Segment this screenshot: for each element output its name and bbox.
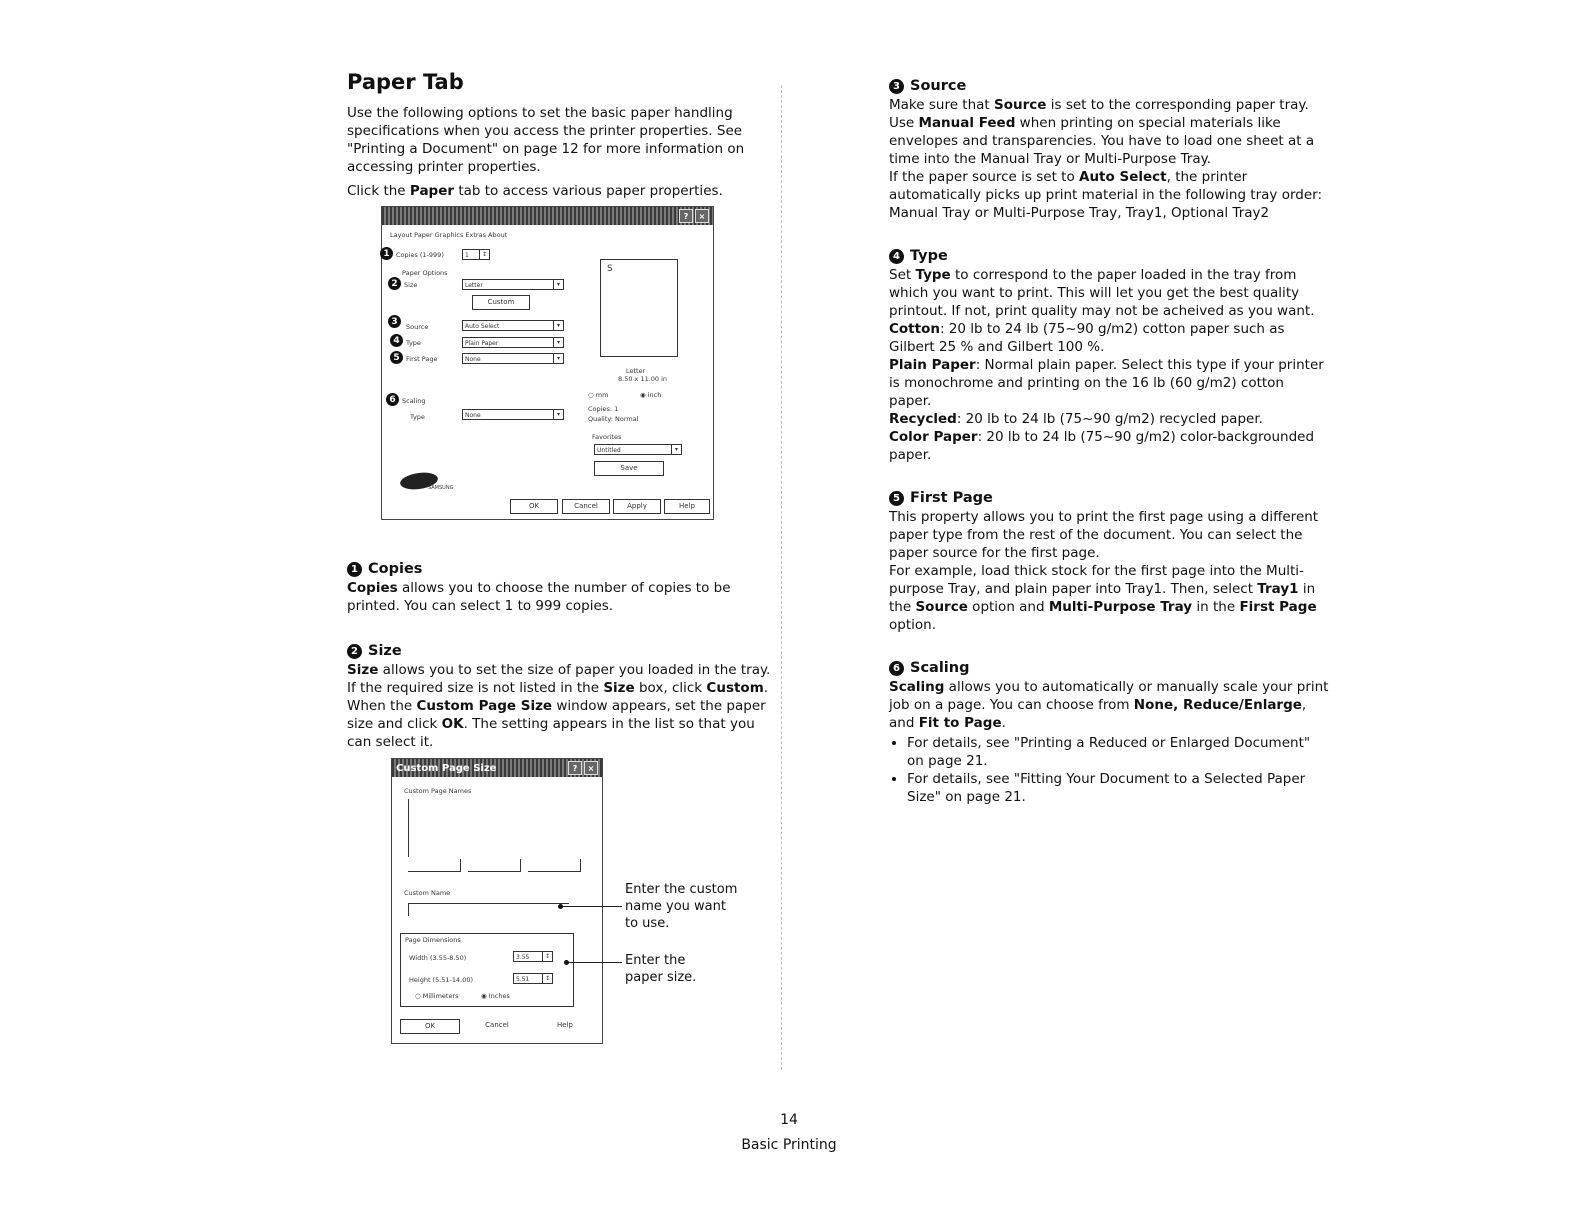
first-page-text: This property allows you to print the first page using a different paper type from the rest of the document. You can select the paper source for the first page. For example, load thick stock for the first page into the Multi-purpose Tray, and plain paper into Tray1. Then, select Tray1 in the Source option and Multi-Purpose Tray in the First Page option.: [889, 509, 1319, 633]
scaling-type-label: Type: [410, 413, 425, 421]
width-label: Width (3.55-8.50): [409, 954, 467, 962]
copies-spinner[interactable]: 1 ↕: [462, 249, 490, 260]
column-divider: [781, 85, 782, 1070]
height-label: Height (5.51-14.00): [409, 976, 474, 984]
first-page-select[interactable]: None ▾: [462, 353, 564, 364]
marker-2: 2: [388, 277, 401, 290]
callout-dot-size: [564, 960, 569, 965]
unit-inch-radio[interactable]: ◉ inch: [640, 391, 662, 399]
size-select[interactable]: Letter ▾: [462, 279, 564, 290]
source-heading: 3 Source: [889, 78, 1329, 94]
marker-4: 4: [390, 334, 403, 347]
cancel-button[interactable]: Cancel: [562, 499, 610, 514]
scaling-heading: 6 Scaling: [889, 660, 1329, 676]
type-label: Type: [406, 339, 421, 347]
update-button[interactable]: [468, 859, 521, 872]
callout-custom-name: Enter the custom name you want to use.: [625, 882, 738, 931]
favorites-select[interactable]: Untitled ▾: [594, 444, 682, 455]
paper-dims: 8.50 x 11.00 in: [618, 375, 668, 383]
source-label: Source: [406, 323, 429, 331]
copies-heading: 1 Copies: [347, 561, 777, 577]
page-dimensions-group: [400, 933, 574, 1007]
help-icon[interactable]: ?: [568, 761, 582, 775]
scaling-label: Scaling: [402, 397, 426, 405]
scaling-bullet-1: • For details, see "Printing a Reduced or Enlarged Document" on page 21.: [907, 734, 1329, 770]
paper-options-label: Paper Options: [402, 269, 448, 277]
size-heading: 2 Size: [347, 643, 777, 659]
favorites-label: Favorites: [592, 433, 622, 441]
page-number: 14: [780, 1112, 798, 1128]
unit-mm-radio[interactable]: ○ mm: [588, 391, 609, 399]
marker-3: 3: [388, 315, 401, 328]
copies-section: [347, 561, 777, 777]
source-select[interactable]: Auto Select ▾: [462, 320, 564, 331]
paper-info: Letter: [626, 367, 646, 375]
custom-names-list[interactable]: [408, 799, 579, 857]
ok-button[interactable]: OK: [510, 499, 558, 514]
paper-preview: [600, 259, 678, 357]
custom-cancel-button[interactable]: Cancel: [468, 1019, 526, 1032]
inches-radio[interactable]: ◉ Inches: [481, 992, 510, 1000]
preview-letter: S: [607, 264, 613, 274]
size-label: Size: [404, 281, 418, 289]
help-button[interactable]: Help: [664, 499, 710, 514]
copies-label: Copies (1-999): [396, 251, 444, 259]
page-title: Paper Tab: [347, 70, 464, 94]
marker-5: 5: [390, 351, 403, 364]
scaling-bullet-2: • For details, see "Fitting Your Document to a Selected Paper Size" on page 21.: [907, 770, 1329, 806]
size-text: Size allows you to set the size of paper you loaded in the tray. If the required size is not listed in the Size box, click Custom. When the Custom Page Size window appears, set the paper size and click OK. The setting appears in the list so that you can select it.: [347, 662, 771, 750]
first-page-label: First Page: [406, 355, 438, 363]
save-button[interactable]: Save: [594, 461, 664, 476]
section-name: Basic Printing: [741, 1137, 837, 1153]
marker-1: 1: [380, 247, 393, 260]
type-text: Set Type to correspond to the paper loaded in the tray from which you want to print. This will let you get the best quality printout. If not, print quality may not be acheived as you want. Cotton: 20 lb to 24 lb (75~90 g/m2) cotton paper such as Gilbert 25 % and Gilbert 100 %. Plain Paper: Normal plain paper. Select this type if your printer is monochrome and printing on the 16 lb (60 g/m2) cotton paper. Recycled: 20 lb to 24 lb (75~90 g/m2) recycled paper. Color Paper: 20 lb to 24 lb (75~90 g/m2) color-backgrounded paper.: [889, 267, 1324, 463]
custom-help-button[interactable]: Help: [536, 1019, 594, 1032]
callout-line-name: [560, 906, 622, 907]
custom-page-size-dialog: [391, 758, 603, 1044]
custom-name-input[interactable]: [408, 903, 569, 916]
close-icon[interactable]: ×: [695, 209, 709, 223]
copies-text: Copies allows you to choose the number of copies to be printed. You can select 1 to 999 copies.: [347, 580, 731, 614]
brand-subtext: SAMSUNG: [428, 485, 454, 491]
type-select[interactable]: Plain Paper ▾: [462, 337, 564, 348]
help-icon[interactable]: ?: [679, 209, 693, 223]
marker-6: 6: [386, 393, 399, 406]
custom-button[interactable]: Custom: [472, 295, 530, 310]
copies-info: Copies: 1: [588, 405, 619, 413]
click-instruction: Click the Paper tab to access various paper properties.: [347, 183, 723, 199]
scaling-bullets: [889, 734, 1329, 806]
first-page-heading: 5 First Page: [889, 490, 1329, 506]
scaling-select[interactable]: None ▾: [462, 409, 564, 420]
right-column: [889, 78, 1329, 832]
apply-button[interactable]: Apply: [613, 499, 661, 514]
custom-ok-button[interactable]: OK: [400, 1019, 460, 1034]
millimeters-radio[interactable]: ○ Millimeters: [415, 992, 459, 1000]
width-spinner[interactable]: 3.55 ↕: [513, 951, 553, 962]
custom-dialog-title: Custom Page Size: [396, 762, 497, 774]
dialog-titlebar: [382, 207, 713, 225]
quality-info: Quality: Normal: [588, 415, 639, 423]
intro-text: Use the following options to set the basic paper handling specifications when you access the printer properties. See "Printing a Document" on page 12 for more information on accessing printer properties.: [347, 105, 745, 175]
scaling-text: Scaling allows you to automatically or manually scale your print job on a page. You can choose from None, Reduce/Enlarge, and Fit to Page.: [889, 679, 1329, 731]
add-button[interactable]: [408, 859, 461, 872]
custom-name-label: Custom Name: [404, 889, 451, 897]
callout-line-size: [566, 962, 622, 963]
delete-button[interactable]: [528, 859, 581, 872]
height-spinner[interactable]: 5.51 ↕: [513, 973, 553, 984]
custom-names-label: Custom Page Names: [404, 787, 472, 795]
paper-properties-dialog: [381, 206, 714, 520]
close-icon[interactable]: ×: [584, 761, 598, 775]
callout-dot-name: [558, 904, 563, 909]
dialog-tabs[interactable]: Layout Paper Graphics Extras About: [390, 231, 508, 239]
source-text: Make sure that Source is set to the corresponding paper tray. Use Manual Feed when printing on special materials like envelopes and transparencies. You have to load one sheet at a time into the Manual Tray or Multi-Purpose Tray. If the paper source is set to Auto Select, the printer automatically picks up print material in the following tray order: Manual Tray or Multi-Purpose Tray, Tray1, Optional Tray2: [889, 97, 1323, 221]
type-heading: 4 Type: [889, 248, 1329, 264]
page-dimensions-label: Page Dimensions: [405, 936, 461, 944]
callout-paper-size: Enter the paper size.: [625, 953, 697, 985]
left-column: [347, 70, 777, 200]
custom-dialog-titlebar: [392, 759, 602, 777]
